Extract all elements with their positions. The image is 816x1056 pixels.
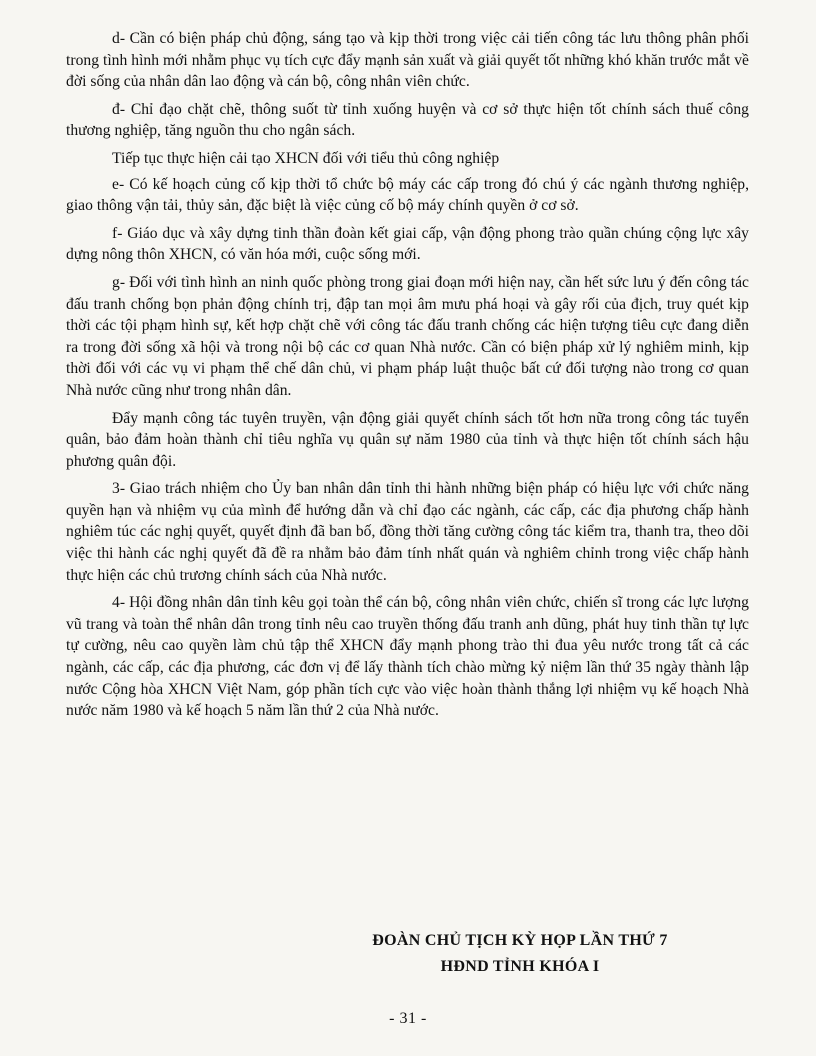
paragraph-propaganda: Đẩy mạnh công tác tuyên truyền, vận động giải quyết chính sách tốt hơn nữa trong công tác tuyển quân, bảo đảm hoàn thành chỉ tiêu nghĩa vụ quân sự năm 1980 của tỉnh và thực hiện tốt chính sách hậu phương quân đội.: [66, 409, 749, 470]
paragraph-g: g- Đối với tình hình an ninh quốc phòng trong giai đoạn mới hiện nay, cần hết sức lưu ý đến công tác đấu tranh chống bọn phản động chính trị, đập tan mọi âm mưu phá hoại và gây rối của địch, truy quét kịp thời các tội phạm hình sự, kết hợp chặt chẽ với công tác đấu tranh chống các hiện tượng tiêu cực đang diễn ra trong đời sống xã hội và trong nội bộ các cơ quan Nhà nước. Cần có biện pháp xử lý nghiêm minh, kịp thời đối với các vụ vi phạm thể chế dân chủ, vi phạm pháp luật thuộc bất cứ đối tượng nào trong cơ quan Nhà nước cũng như trong nhân dân.: [66, 273, 749, 399]
page-number: - 31 -: [389, 1010, 427, 1027]
paragraph-e: e- Có kế hoạch củng cố kịp thời tổ chức bộ máy các cấp trong đó chú ý các ngành thương nghiệp, giao thông vận tải, thủy sản, đặc biệt là việc củng cố bộ máy chính quyền ở cơ sở.: [66, 175, 749, 215]
paragraph-f: f- Giáo dục và xây dựng tinh thần đoàn kết giai cấp, vận động phong trào quần chúng cộng lực xây dựng nông thôn XHCN, có văn hóa mới, cuộc sống mới.: [66, 224, 749, 264]
signature-line-2: HĐND TỈNH KHÓA I: [440, 958, 600, 975]
paragraph-3: 3- Giao trách nhiệm cho Ủy ban nhân dân tỉnh thi hành những biện pháp có hiệu lực với chức năng quyền hạn và nhiệm vụ của mình để hướng dẫn và chỉ đạo các ngành, các cấp, các địa phương chấp hành nghiêm túc các nghị quyết, quyết định đã ban bố, đồng thời tăng cường công tác kiểm tra, thanh tra, theo dõi việc thi hành các nghị quyết đã đề ra nhằm bảo đảm tính nhất quán và nghiêm chỉnh trong việc chấp hành thực hiện các chủ trương chính sách của Nhà nước.: [66, 480, 749, 584]
paragraph-dd: đ- Chỉ đạo chặt chẽ, thông suốt từ tỉnh xuống huyện và cơ sở thực hiện tốt chính sách thuế công thương nghiệp, tăng nguồn thu cho ngân sách.: [66, 100, 749, 140]
paragraph-4: 4- Hội đồng nhân dân tỉnh kêu gọi toàn thể cán bộ, công nhân viên chức, chiến sĩ trong các lực lượng vũ trang và toàn thể nhân dân trong tỉnh nêu cao truyền thống đấu tranh anh dũng, phát huy tinh thần tự lực tự cường, nêu cao quyền làm chủ tập thể XHCN đẩy mạnh phong trào thi đua yêu nước trong tất cả các ngành, các cấp, các địa phương, các đơn vị để lấy thành tích chào mừng kỷ niệm lần thứ 35 ngày thành lập nước Cộng hòa XHCN Việt Nam, góp phần tích cực vào việc hoàn thành thắng lợi nhiệm vụ kế hoạch Nhà nước năm 1980 và kế hoạch 5 năm lần thứ 2 của Nhà nước.: [66, 594, 749, 720]
signature-block: [300, 928, 740, 980]
paragraph-handicraft-reform: Tiếp tục thực hiện cải tạo XHCN đối với tiểu thủ công nghiệp: [112, 149, 500, 167]
paragraph-d: d- Cần có biện pháp chủ động, sáng tạo và kịp thời trong việc cải tiến công tác lưu thông phân phối trong tình hình mới nhằm phục vụ tích cực đẩy mạnh sản xuất và giải quyết tốt những khó khăn trước mắt về đời sống của nhân dân lao động và cán bộ, công nhân viên chức.: [66, 30, 749, 91]
signature-line-1: ĐOÀN CHỦ TỊCH KỲ HỌP LẦN THỨ 7: [372, 932, 668, 949]
document-body: [66, 28, 749, 728]
